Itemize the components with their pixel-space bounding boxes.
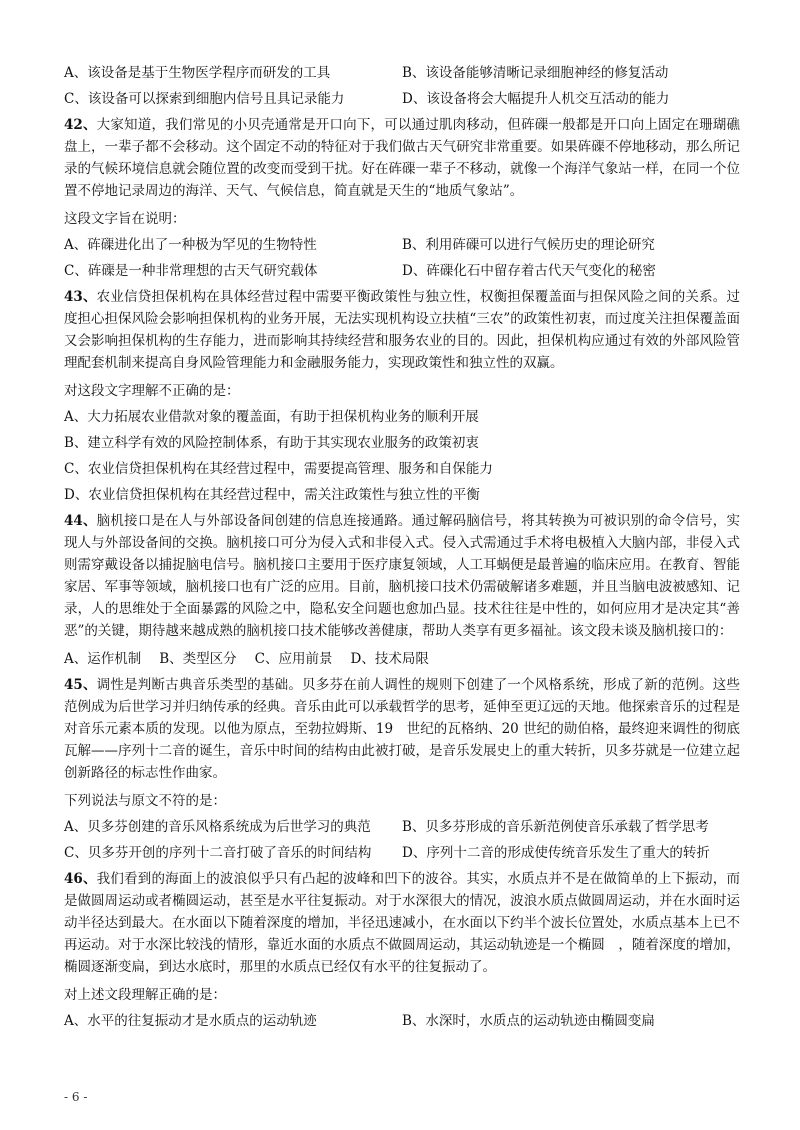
q41-option-b: B、该设备能够清晰记录细胞神经的修复活动 [402, 65, 669, 81]
q45-text: 调性是判断古典音乐类型的基础。贝多芬在前人调性的规则下创建了一个风格系统，形成了新的范例。这些范例成为后世学习并归纳传承的经典。音乐由此可以承载哲学的思考，延伸至更辽远的天地。他探索音乐的过程是对音乐元素本质的发现。以他为原点，至勃拉姆斯、19 世纪的瓦格纳、20 世纪的勋伯格，最终迎来调性的彻底瓦解——序列十二音的诞生，音乐中时间的结构由此被打破，是音乐发展史上的重大转折，贝多芬就是一位建立起创新路径的标志性作曲家。 [64, 677, 740, 781]
q45-options-row-1 [64, 814, 740, 840]
q46-option-a: A、水平的往复振动才是水质点的运动轨迹 [64, 1013, 317, 1029]
q46-options-row-1 [64, 1008, 740, 1034]
q43-option-c: C、农业信贷担保机构在其经营过程中，需要提高管理、服务和自保能力 [64, 461, 493, 477]
q43-option-a: A、大力拓展农业借款对象的覆盖面，有助于担保机构业务的顺利开展 [64, 409, 479, 425]
q41-option-c: C、该设备可以探索到细胞内信号且具记录能力 [64, 91, 345, 107]
q43-question: 对这段文字理解不正确的是： [64, 383, 240, 399]
q44-passage [64, 510, 740, 642]
q46-passage [64, 868, 740, 978]
q45-option-c: C、贝多芬开创的序列十二音打破了音乐的时间结构 [64, 845, 372, 861]
q42-options-row-1 [64, 232, 740, 258]
q41-options-row-1 [64, 60, 740, 86]
q45-passage [64, 674, 740, 784]
q44-option-a: A、运作机制 [64, 651, 142, 667]
q44-option-c: C、应用前景 [254, 651, 333, 667]
q46-text: 我们看到的海面上的波浪似乎只有凸起的波峰和凹下的波谷。其实，水质点并不是在做简单的上下振动，而是做圆周运动或者椭圆运动，甚至是水平往复振动。对于水深很大的情况，波浪水质点做圆周运动，并在水面时运动半径达到最大。在水面以下随着深度的增加，半径迅速减小，在水面以下约半个波长位置处，水质点基本上已不再运动。对于水深比较浅的情形，靠近水面的水质点不做圆周运动，其运动轨迹是一个椭圆 ，随着深度的增加，椭圆逐渐变扁，到达水底时，那里的水质点已经仅有水平的往复振动了。 [64, 871, 740, 975]
q43-text: 农业信贷担保机构在具体经营过程中需要平衡政策性与独立性，权衡担保覆盖面与担保风险之间的关系。过度担心担保风险会影响担保机构的业务开展，无法实现机构设立扶植“三农”的政策性初衷，而过度关注担保覆盖面又会影响担保机构的生存能力，进而影响其持续经营和服务农业的目的。因此，担保机构应通过有效的外部风险管理配套机制来提高自身风险管理能力和金融服务能力，实现政策性和独立性的双赢。 [64, 289, 740, 371]
q42-option-d: D、砗磲化石中留存着古代天气变化的秘密 [402, 263, 656, 279]
q43-passage [64, 286, 740, 374]
q45-option-d: D、序列十二音的形成使传统音乐发生了重大的转折 [402, 845, 710, 861]
q44-options-row [64, 646, 740, 672]
q41-options-row-2 [64, 86, 740, 112]
q42-option-c: C、砗磲是一种非常理想的古天气研究载体 [64, 263, 318, 279]
q46-number: 46、 [64, 871, 97, 887]
q44-number: 44、 [64, 513, 97, 529]
q43-option-b: B、建立科学有效的风险控制体系，有助于其实现农业服务的政策初衷 [64, 435, 479, 451]
q46-question: 对上述文段理解正确的是： [64, 987, 226, 1003]
q45-option-a: A、贝多芬创建的音乐风格系统成为后世学习的典范 [64, 819, 371, 835]
q43-number: 43、 [64, 289, 97, 305]
page-content [64, 60, 740, 1034]
q41-option-d: D、该设备将会大幅提升人机交互活动的能力 [402, 91, 670, 107]
q42-question: 这段文字旨在说明： [64, 211, 186, 227]
q42-option-b: B、利用砗磲可以进行气候历史的理论研究 [402, 237, 655, 253]
q43-option-d: D、农业信贷担保机构在其经营过程中，需关注政策性与独立性的平衡 [64, 487, 480, 503]
page-number: - 6 - [64, 1090, 88, 1104]
q44-option-b: B、类型区分 [159, 651, 237, 667]
q41-option-a: A、该设备是基于生物医学程序而研发的工具 [64, 65, 331, 81]
q42-options-row-2 [64, 258, 740, 284]
q45-number: 45、 [64, 677, 97, 693]
q42-passage [64, 114, 740, 202]
q45-question: 下列说法与原文不符的是： [64, 793, 226, 809]
q44-option-d: D、技术局限 [350, 651, 429, 667]
q42-number: 42、 [64, 117, 97, 133]
q42-text: 大家知道，我们常见的小贝壳通常是开口向下，可以通过肌肉移动，但砗磲一般都是开口向上固定在珊瑚礁盘上，一辈子都不会移动。这个固定不动的特征对于我们做古天气研究非常重要。如果砗磲不停地移动，那么所记录的气候环境信息就会随位置的改变而受到干扰。好在砗磲一辈子不移动，就像一个海洋气象站一样，在同一个位置不停地记录周边的海洋、天气、气候信息，简直就是天生的“地质气象站”。 [64, 117, 740, 199]
q45-option-b: B、贝多芬形成的音乐新范例使音乐承载了哲学思考 [402, 819, 709, 835]
q45-options-row-2 [64, 840, 740, 866]
q46-option-b: B、水深时，水质点的运动轨迹由椭圆变扁 [402, 1013, 655, 1029]
q44-text: 脑机接口是在人与外部设备间创建的信息连接通路。通过解码脑信号，将其转换为可被识别的命令信号，实现人与外部设备间的交换。脑机接口可分为侵入式和非侵入式。侵入式需通过手术将电极植入大脑内部，非侵入式则需穿戴设备以捕捉脑电信号。脑机接口主要用于医疗康复领域，人工耳蜗便是最普遍的临床应用。在教育、智能家居、军事等领域，脑机接口也有广泛的应用。目前，脑机接口技术仍需破解诸多难题，并且当脑电波被感知、记录，人的思维处于全面暴露的风险之中，隐私安全问题也愈加凸显。技术往往是中性的，如何应用才是决定其“善恶”的关键，期待越来越成熟的脑机接口技术能够改善健康，帮助人类享有更多福祉。该文段未谈及脑机接口的： [64, 513, 740, 639]
q42-option-a: A、砗磲进化出了一种极为罕见的生物特性 [64, 237, 317, 253]
